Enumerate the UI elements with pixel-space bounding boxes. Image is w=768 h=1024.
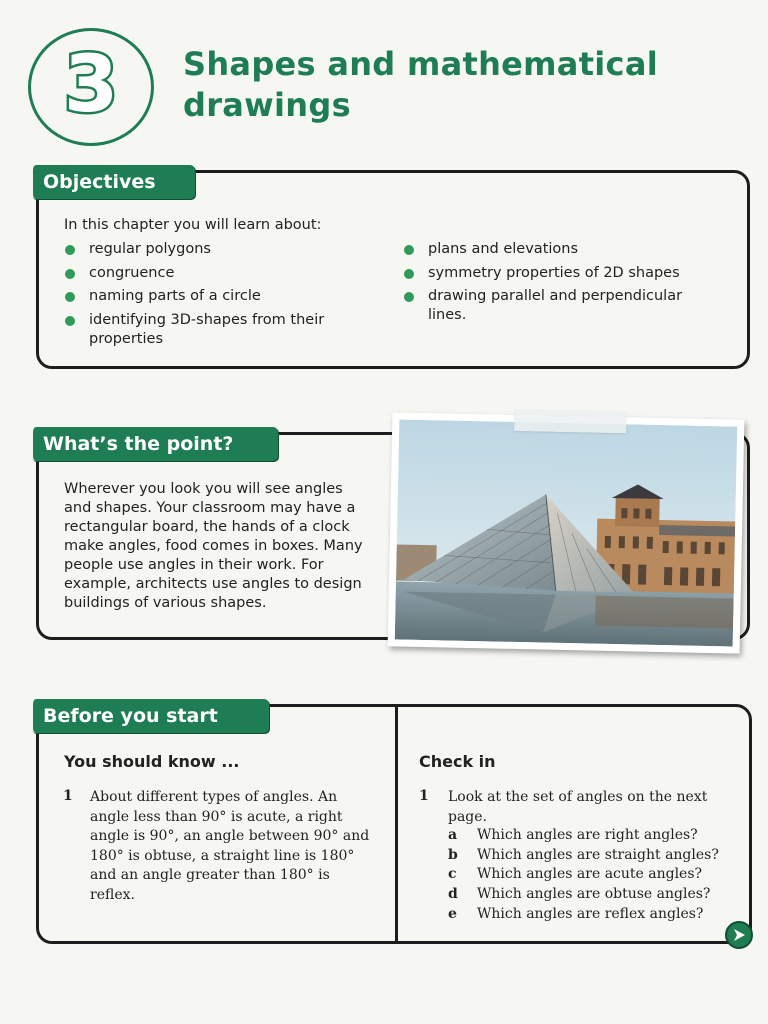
objectives-intro: In this chapter you will learn about:	[64, 217, 322, 233]
chapter-title	[183, 44, 658, 126]
right-question-text: Look at the set of angles on the next page.	[448, 789, 708, 825]
list-item: naming parts of a circle	[64, 287, 354, 306]
whats-the-point-tab: What’s the point?	[31, 427, 278, 461]
photo-tape	[514, 409, 626, 433]
left-question-text: About different types of angles. An angle less than 90° is acute, a right angle is 90°, an angle between 90° and 180° is obtuse, a straight line is 180° and an angle greater than 180° is reflex.	[90, 789, 370, 903]
whats-the-point-text: Wherever you look you will see angles and shapes. Your classroom may have a rectangular board, the hands of a clock make angles, food comes in boxes. Many people use angles in their work. For example, architects use angles to design buildings of various shapes.	[64, 481, 363, 611]
list-item: drawing parallel and perpendicular lines.	[403, 287, 713, 325]
sub-question-text: Which angles are right angles?	[477, 827, 698, 843]
check-in-heading: Check in	[419, 752, 496, 771]
objectives-tab: Objectives	[31, 165, 195, 199]
sub-question-label: a	[448, 827, 458, 843]
column-divider	[395, 706, 398, 944]
left-question-number: 1	[63, 788, 73, 804]
sub-question-text: Which angles are obtuse angles?	[477, 886, 711, 902]
arrow-right-icon	[732, 928, 746, 942]
sub-question-c	[448, 866, 702, 882]
sub-question-a	[448, 827, 698, 843]
next-page-button[interactable]	[725, 921, 753, 949]
objectives-right-list	[403, 240, 713, 330]
list-item: plans and elevations	[403, 240, 713, 259]
sub-question-b	[448, 847, 719, 863]
before-you-start-tab: Before you start	[31, 699, 269, 733]
you-should-know-heading: You should know ...	[64, 752, 240, 771]
list-item: congruence	[64, 264, 354, 283]
objectives-left-list	[64, 240, 354, 353]
list-item: symmetry properties of 2D shapes	[403, 264, 713, 283]
sub-question-label: b	[448, 847, 458, 863]
chapter-title-line1: Shapes and mathematical	[183, 45, 658, 83]
chapter-title-line2: drawings	[183, 86, 351, 124]
louvre-pyramid-photo	[388, 412, 745, 653]
sub-question-label: e	[448, 906, 457, 922]
list-item: identifying 3D-shapes from their properties	[64, 311, 354, 349]
sub-question-text: Which angles are straight angles?	[477, 847, 719, 863]
louvre-pyramid-image	[395, 419, 738, 646]
sub-question-e	[448, 906, 703, 922]
sub-question-text: Which angles are acute angles?	[477, 866, 703, 882]
sub-question-label: d	[448, 886, 458, 902]
sub-question-d	[448, 886, 710, 902]
right-question-number: 1	[419, 788, 429, 804]
sub-question-label: c	[448, 866, 457, 882]
chapter-number: 3	[63, 40, 119, 130]
list-item: regular polygons	[64, 240, 354, 259]
chapter-number-badge	[28, 28, 154, 146]
sub-question-text: Which angles are reflex angles?	[477, 906, 704, 922]
